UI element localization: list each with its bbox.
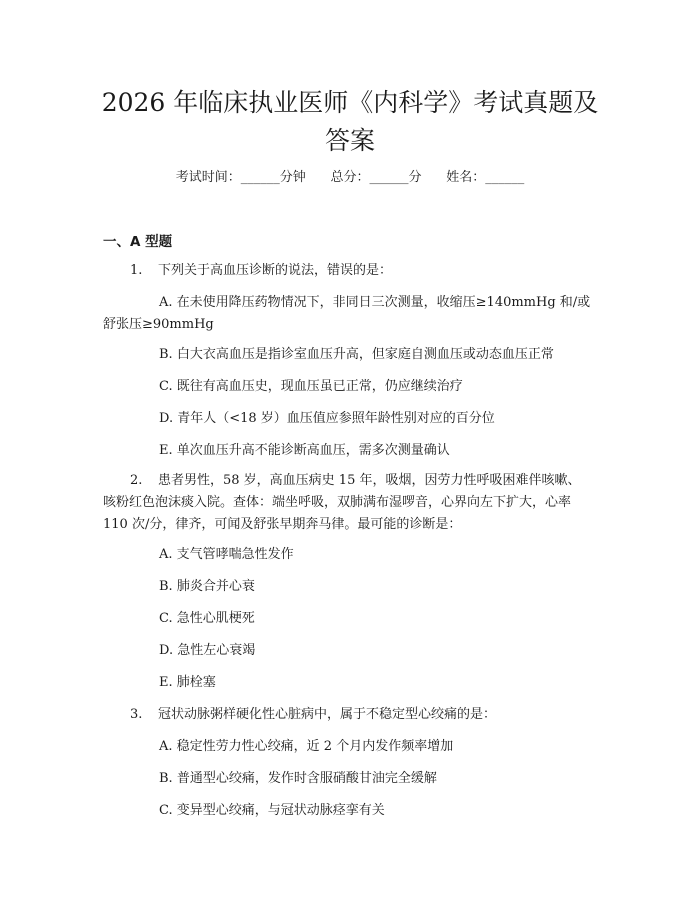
question-number: 2. (130, 473, 143, 488)
question-stem: 下列关于高血压诊断的说法，错误的是： (158, 263, 393, 278)
section-heading: 一、A 型题 (103, 234, 173, 250)
question-1-option-c: C. 既往有高血压史，现血压虽已正常，仍应继续治疗 (159, 379, 463, 394)
question-stem: 冠状动脉粥样硬化性心脏病中，属于不稳定型心绞痛的是： (158, 707, 497, 722)
question-1-option-a: A. 在未使用降压药物情况下，非同日三次测量，收缩压≥140mmHg 和/或舒张压≥90mmHg (103, 295, 591, 332)
exam-meta-line: 考试时间：______分钟 总分：______分 姓名：______ (175, 170, 525, 185)
question-3 (130, 706, 496, 724)
question-stem: 患者男性，58 岁，高血压病史 15 年，吸烟，因劳力性呼吸困难伴咳嗽、咳粉红色泡沫痰入院。查体：端坐呼吸，双肺满布湿啰音，心界向左下扩大，心率 110 次/分，律齐，可闻及舒张早期奔马律。最可能的诊断是： (103, 473, 581, 532)
question-2 (103, 470, 593, 536)
question-1 (130, 262, 392, 280)
question-number: 3. (130, 707, 143, 722)
question-1-option-e: E. 单次血压升高不能诊断高血压，需多次测量确认 (159, 443, 450, 458)
question-1-option-b: B. 白大衣高血压是指诊室血压升高，但家庭自测血压或动态血压正常 (159, 347, 554, 362)
question-2-option-b: B. 肺炎合并心衰 (159, 579, 255, 594)
question-2-option-a: A. 支气管哮喘急性发作 (159, 547, 294, 562)
question-2-option-c: C. 急性心肌梗死 (159, 611, 255, 626)
question-3-option-a: A. 稳定性劳力性心绞痛，近 2 个月内发作频率增加 (159, 739, 454, 754)
question-3-option-b: B. 普通型心绞痛，发作时含服硝酸甘油完全缓解 (159, 771, 437, 786)
question-3-option-c: C. 变异型心绞痛，与冠状动脉痉挛有关 (159, 803, 385, 818)
document-title: 2026 年临床执业医师《内科学》考试真题及答案 (101, 88, 599, 155)
question-number: 1. (130, 263, 143, 278)
question-2-option-d: D. 急性左心衰竭 (159, 643, 256, 658)
question-1-option-d: D. 青年人（<18 岁）血压值应参照年龄性别对应的百分位 (159, 411, 495, 426)
question-2-option-e: E. 肺栓塞 (159, 675, 216, 690)
